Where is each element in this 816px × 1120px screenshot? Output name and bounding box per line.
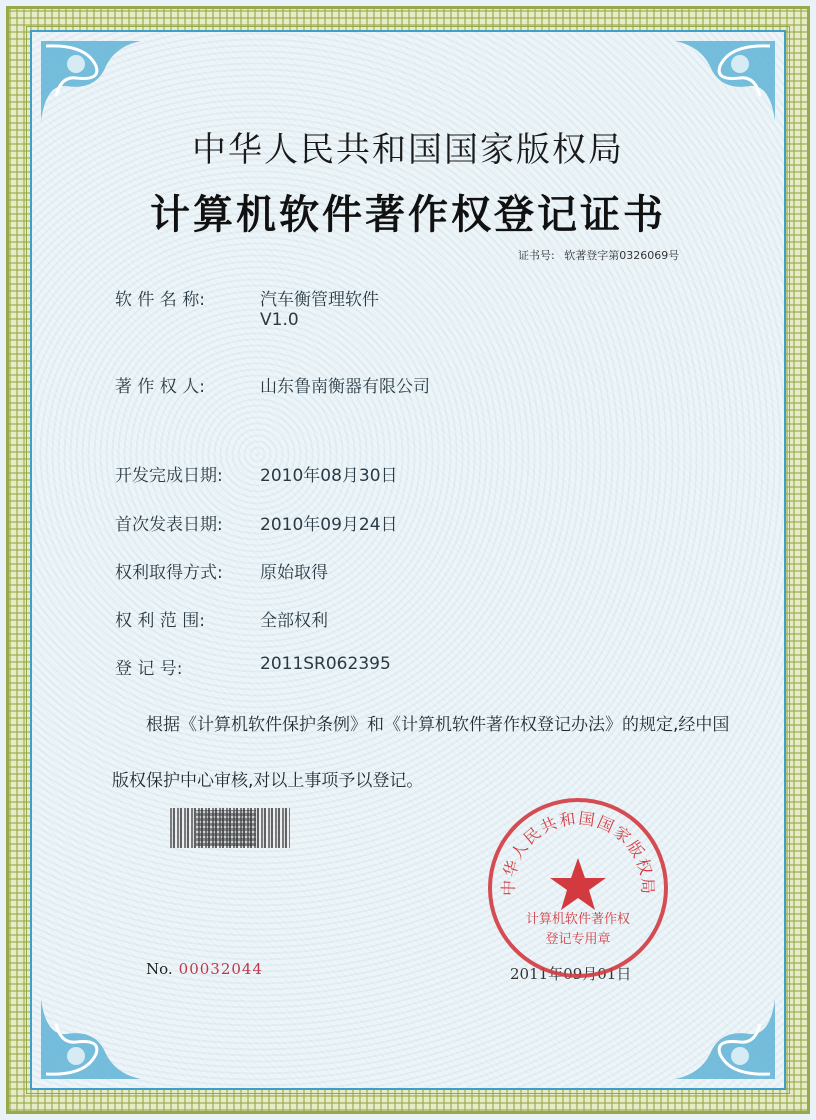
corner-ornament-icon xyxy=(670,36,780,126)
field-scope xyxy=(115,606,328,631)
field-copyright-owner xyxy=(115,372,430,397)
software-version-value: V1.0 xyxy=(260,310,299,330)
copyright-owner-value: 山东鲁南衡器有限公司 xyxy=(260,377,430,397)
field-label: 开发完成日期: xyxy=(115,466,223,486)
serial-number xyxy=(146,960,263,978)
field-acquisition-method xyxy=(115,558,328,583)
issue-date: 2011年09月01日 xyxy=(510,965,632,983)
certificate-number xyxy=(518,247,685,263)
qr-code-icon xyxy=(196,810,256,846)
serial-label: No. xyxy=(146,960,173,978)
corner-ornament-icon xyxy=(36,994,146,1084)
certificate-title: 计算机软件著作权登记证书 xyxy=(150,192,666,238)
certificate-number-value: 软著登字第0326069号 xyxy=(564,249,680,262)
field-software-name xyxy=(115,285,379,330)
field-first-publish-date xyxy=(115,510,398,535)
field-label: 权利取得方式: xyxy=(115,563,223,583)
software-name-value: 汽车衡管理软件 xyxy=(260,290,379,310)
corner-ornament-icon xyxy=(36,36,146,126)
acquisition-method-value: 原始取得 xyxy=(260,563,328,583)
serial-value: 00032044 xyxy=(178,960,264,978)
registration-statement: 根据《计算机软件保护条例》和《计算机软件著作权登记办法》的规定,经中国版权保护中心审核,对以上事项予以登记。 xyxy=(112,715,730,791)
field-label: 著 作 权 人: xyxy=(115,377,205,397)
seal-ring-text: 中华人民共和国国家版权局 xyxy=(498,808,658,897)
field-label: 软 件 名 称: xyxy=(115,290,205,310)
certificate-number-label: 证书号: xyxy=(518,249,555,262)
seal-line-2: 登记专用章 xyxy=(545,932,611,947)
seal-ring-icon xyxy=(484,794,672,982)
field-registration-no xyxy=(115,654,391,679)
field-development-date xyxy=(115,461,398,486)
issuer-title: 中华人民共和国国家版权局 xyxy=(192,130,624,170)
field-label: 权 利 范 围: xyxy=(115,611,205,631)
official-seal xyxy=(484,794,672,982)
barcode-icon xyxy=(170,808,290,848)
first-publish-date-value: 2010年09月24日 xyxy=(260,515,398,535)
development-date-value: 2010年08月30日 xyxy=(260,466,398,486)
registration-no-value: 2011SR062395 xyxy=(260,654,391,674)
seal-line-1: 计算机软件著作权 xyxy=(525,912,630,927)
corner-ornament-icon xyxy=(670,994,780,1084)
field-label: 登 记 号: xyxy=(115,659,183,679)
scope-value: 全部权利 xyxy=(260,611,328,631)
field-value-group xyxy=(260,285,379,330)
seal-star-icon xyxy=(550,858,606,910)
field-label: 首次发表日期: xyxy=(115,515,223,535)
